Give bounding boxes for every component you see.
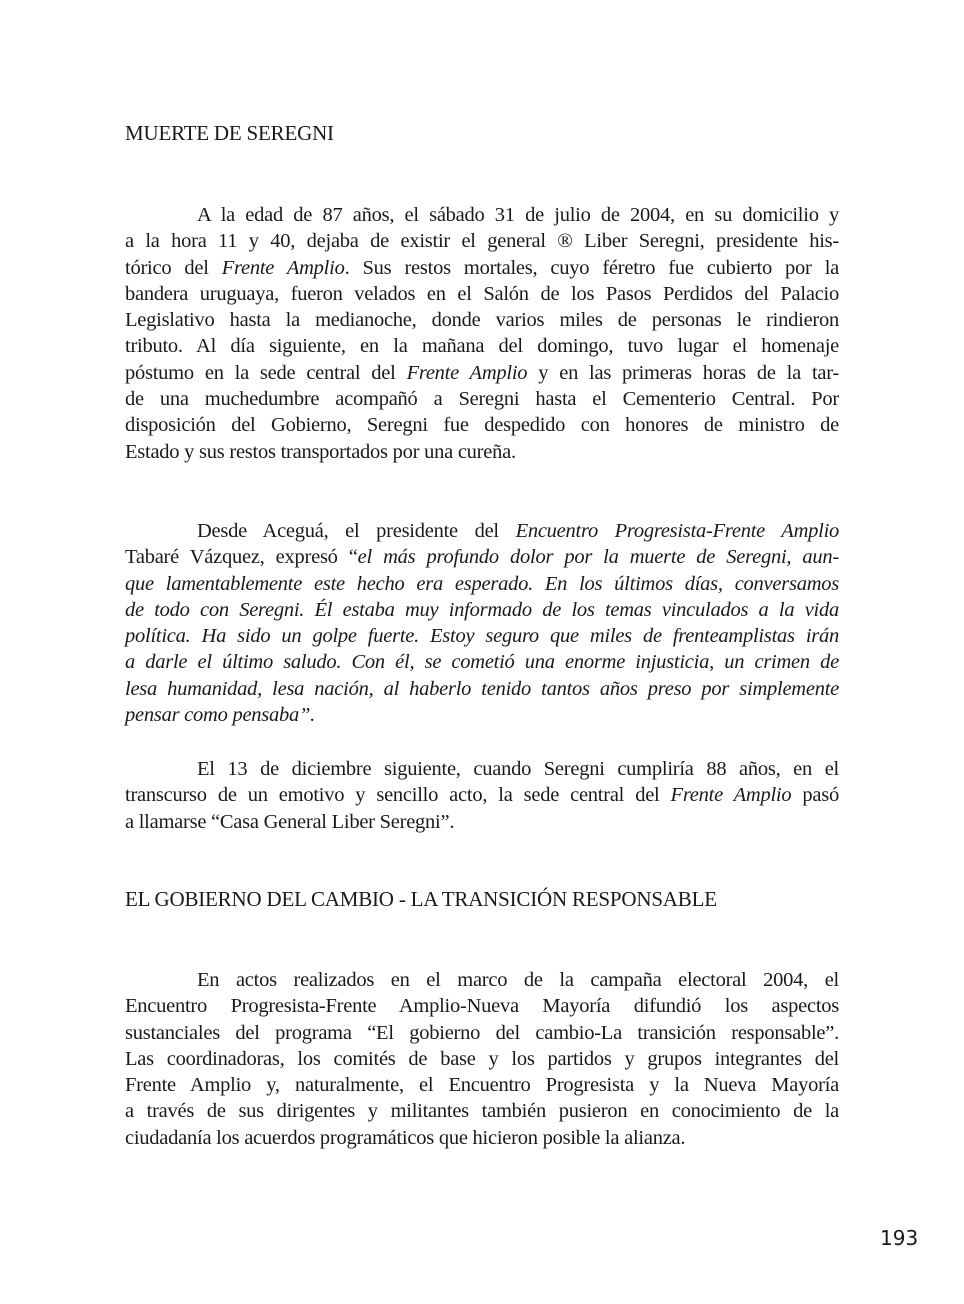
text-line: Frente Amplio y, naturalmente, el Encuentro Progresista y la Nueva Mayoría [125, 1074, 839, 1097]
text-line: En actos realizados en el marco de la campaña electoral 2004, el [197, 969, 839, 991]
text-line: de todo con Seregni. Él estaba muy informado de los temas vinculados a la vida [125, 598, 839, 621]
text-line: tributo. Al día siguiente, en la mañana del domingo, tuvo lugar el homenaje [125, 335, 839, 358]
text-line: ciudadanía los acuerdos programáticos que hicieron posible la alianza. [125, 1126, 686, 1149]
text-line: Tabaré Vázquez, expresó “el más profundo dolor por la muerte de Seregni, aun- [125, 546, 839, 569]
paragraph-casa-general [125, 756, 839, 835]
text-line: Legislativo hasta la medianoche, donde varios miles de personas le rindieron [125, 309, 839, 332]
text-line: disposición del Gobierno, Seregni fue despedido con honores de ministro de [125, 414, 839, 437]
text-line: a llamarse “Casa General Liber Seregni”. [125, 810, 455, 833]
text-line: El 13 de diciembre siguiente, cuando Seregni cumpliría 88 años, en el [197, 758, 839, 780]
paragraph-campaign-2004 [125, 967, 839, 1151]
text-line: a darle el último saludo. Con él, se cometió una enorme injusticia, un crimen de [125, 651, 839, 674]
text-line: a través de sus dirigentes y militantes también pusieron en conocimiento de la [125, 1100, 839, 1123]
text-line: tórico del Frente Amplio. Sus restos mortales, cuyo féretro fue cubierto por la [125, 256, 839, 279]
paragraph-seregni-death [125, 202, 839, 465]
text-line: de una muchedumbre acompañó a Seregni hasta el Cementerio Central. Por [125, 388, 839, 411]
text-line: bandera uruguaya, fueron velados en el Salón de los Pasos Perdidos del Palacio [125, 282, 839, 305]
section-heading-gobierno-del-cambio: EL GOBIERNO DEL CAMBIO - LA TRANSICIÓN RESPONSABLE [125, 887, 717, 911]
text-line: política. Ha sido un golpe fuerte. Estoy seguro que miles de frenteamplistas irán [125, 625, 839, 648]
text-line: póstumo en la sede central del Frente Amplio y en las primeras horas de la tar- [125, 361, 839, 384]
text-line: A la edad de 87 años, el sábado 31 de julio de 2004, en su domicilio y [197, 204, 839, 226]
text-line: pensar como pensaba”. [125, 704, 316, 727]
text-line: que lamentablemente este hecho era esperado. En los últimos días, conversamos [125, 572, 839, 595]
section-heading-muerte-de-seregni: MUERTE DE SEREGNI [125, 121, 334, 145]
text-line: Desde Aceguá, el presidente del Encuentro Progresista-Frente Amplio [197, 520, 840, 542]
text-line: transcurso de un emotivo y sencillo acto, la sede central del Frente Amplio pasó [125, 784, 839, 807]
text-line: Las coordinadoras, los comités de base y los partidos y grupos integrantes del [125, 1047, 839, 1070]
text-line: a la hora 11 y 40, dejaba de existir el general ® Liber Seregni, presidente his- [125, 230, 839, 253]
text-line: sustanciales del programa “El gobierno del cambio-La transición responsable”. [125, 1021, 839, 1044]
paragraph-vazquez-quote [125, 518, 839, 728]
text-line: Encuentro Progresista-Frente Amplio-Nueva Mayoría difundió los aspectos [125, 995, 839, 1018]
text-line: lesa humanidad, lesa nación, al haberlo tenido tantos años preso por simplemente [125, 677, 839, 700]
text-line: Estado y sus restos transportados por una cureña. [125, 440, 516, 463]
page-number: 193 [880, 1226, 919, 1250]
